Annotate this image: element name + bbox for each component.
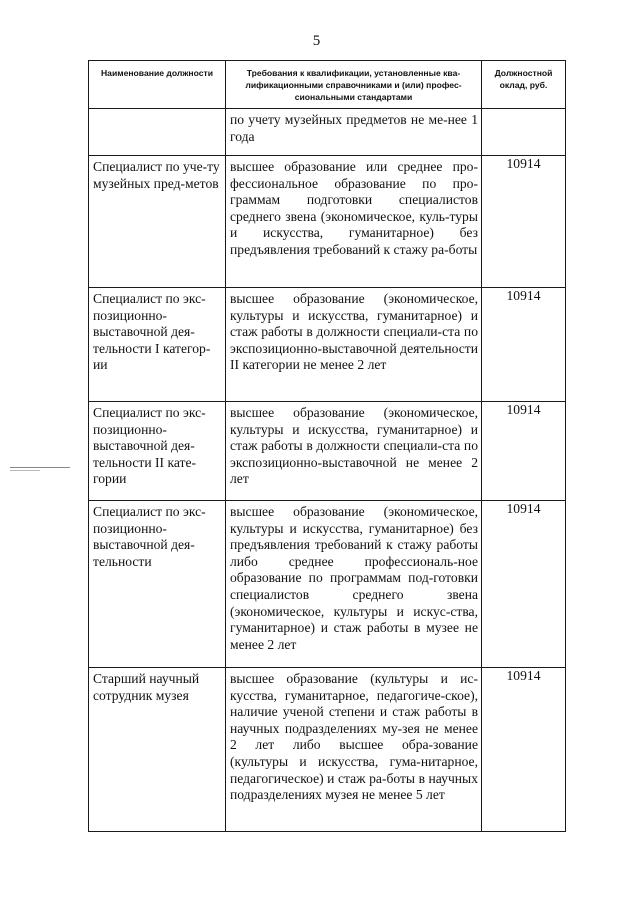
table-row: [89, 668, 566, 832]
scan-mark: [10, 467, 70, 468]
header-salary: Должностной оклад, руб.: [482, 61, 566, 109]
cell-salary: 10914: [482, 288, 566, 402]
page-number: 5: [312, 33, 321, 49]
cell-position: Старший научный сотрудник музея: [89, 668, 226, 832]
table-row: [89, 156, 566, 288]
qualification-table: [88, 60, 566, 832]
table-row: [89, 402, 566, 501]
header-requirements: Требования к квалификации, установленные ква-лификационными справочниками и (или) профес-сиональными стандартами: [226, 61, 482, 109]
scan-mark: [10, 470, 40, 471]
cell-salary: 10914: [482, 501, 566, 668]
cell-requirements: высшее образование (экономическое, культуры и искусства, гуманитарное) без предъявления требований к стажу работы либо среднее профессиональ-ное образование по программам под-готовки специалистов среднего звена (экономическое, культуры и искус-ства, гуманитарное) и стаж работы в музее не менее 2 лет: [226, 501, 482, 668]
cell-salary: [482, 109, 566, 156]
cell-requirements: высшее образование (культуры и ис-кусства, гуманитарное, педагогиче-ское), наличие ученой степени и стаж работы в научных подразделениях му-зея не менее 2 лет либо высшее обра-зование (культуры и искусства, гума-нитарное, педагогическое) и стаж ра-боты в научных подразделениях музея не менее 5 лет: [226, 668, 482, 832]
cell-requirements: высшее образование или среднее про-фессиональное образование по про-граммам подготовки специалистов среднего звена (экономическое, куль-туры и искусства, гуманитарное) без предъявления требований к стажу ра-боты: [226, 156, 482, 288]
cell-requirements: высшее образование (экономическое, культуры и искусства, гуманитарное) и стаж работы в должности специали-ста по экспозиционно-выставочной деятельности II категории не менее 2 лет: [226, 288, 482, 402]
table-row: [89, 288, 566, 402]
header-position: Наименование должности: [89, 61, 226, 109]
cell-salary: 10914: [482, 668, 566, 832]
table-header-row: [89, 61, 566, 109]
table-row: [89, 109, 566, 156]
cell-position: Специалист по экс-позиционно-выставочной дея-тельности: [89, 501, 226, 668]
cell-salary: 10914: [482, 402, 566, 501]
cell-position: [89, 109, 226, 156]
cell-requirements: по учету музейных предметов не ме-нее 1 года: [226, 109, 482, 156]
table-row: [89, 501, 566, 668]
cell-position: Специалист по экс-позиционно-выставочной дея-тельности I категор-ии: [89, 288, 226, 402]
cell-position: Специалист по уче-ту музейных пред-метов: [89, 156, 226, 288]
cell-requirements: высшее образование (экономическое, культуры и искусства, гуманитарное) и стаж работы в должности специали-ста по экспозиционно-выставочной не менее 2 лет: [226, 402, 482, 501]
cell-salary: 10914: [482, 156, 566, 288]
cell-position: Специалист по экс-позиционно-выставочной дея-тельности II кате-гории: [89, 402, 226, 501]
